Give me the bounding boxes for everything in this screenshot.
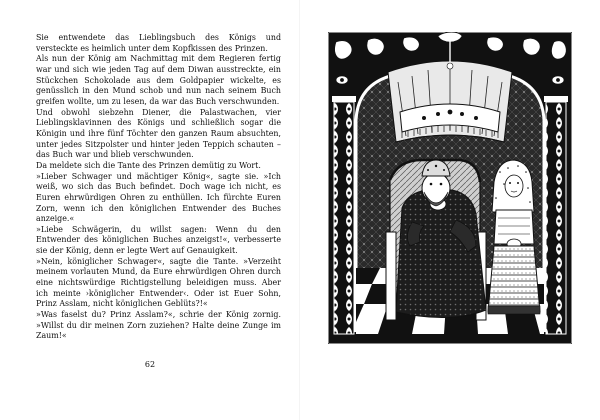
illustration (328, 32, 572, 344)
body-text (36, 33, 281, 342)
paragraph: »Lieber Schwager und mächtiger König«, sagte sie. »Ich weiß, wo sich das Buch befindet. Doch wage ich nicht, es Euren ehrwürdigen Ohren zu enthüllen. Ich fürchte Euren Zorn, wenn ich den königlichen Entwender des Buches anzeige.« (36, 171, 281, 224)
paragraph: »Was faselst du? Prinz Asslam?«, schrie der König zornig. »Willst du dir meinen Zorn zuziehen? Halte deine Zunge im Zaum!« (36, 310, 281, 341)
paragraph: Als nun der König am Nachmittag mit dem Regieren fertig war und sich wie jeden Tag auf dem Diwan ausstreckte, ein Stückchen Schokolade aus dem Goldpapier wickelte, es genüsslich in den Mund schob und nun nach seinem Buch greifen wollte, um zu lesen, da war das Buch verschwunden. (36, 54, 281, 106)
paragraph: Und obwohl siebzehn Diener, die Palastwachen, vier Lieblingsklavinnen des Königs und schließlich sogar die Königin und ihre fünf Töchter den ganzen Raum absuchten, unter jedes Sitzpolster und hinter jeden Teppich schauten – das Buch war und blieb verschwunden. (36, 107, 281, 160)
paragraph: »Nein, königlicher Schwager«, sagte die Tante. »Verzeiht meinem vorlauten Mund, da Eure ehrwürdigen Ohren durch eine nichtswürdige Richtigstellung beleidigen muss. Aber ich meinte ›königlicher Entwender‹. Oder ist Euer Sohn, Prinz Asslam, nicht königlichen Geblüts?!« (36, 256, 281, 309)
illustration-artwork (328, 32, 572, 344)
paragraph: Sie entwendete das Lieblingsbuch des Königs und versteckte es heimlich unter dem Kopfkissen des Prinzen. (36, 33, 281, 53)
paragraph: Da meldete sich die Tante des Prinzen demütig zu Wort. (36, 160, 261, 170)
page-number: 62 (144, 360, 156, 369)
paragraph: »Liebe Schwägerin, du willst sagen: Wenn du den Entwender des königlichen Buches anzeigst!«, verbesserte sie der König, denn er legte Wert auf Genauigkeit. (36, 224, 281, 256)
